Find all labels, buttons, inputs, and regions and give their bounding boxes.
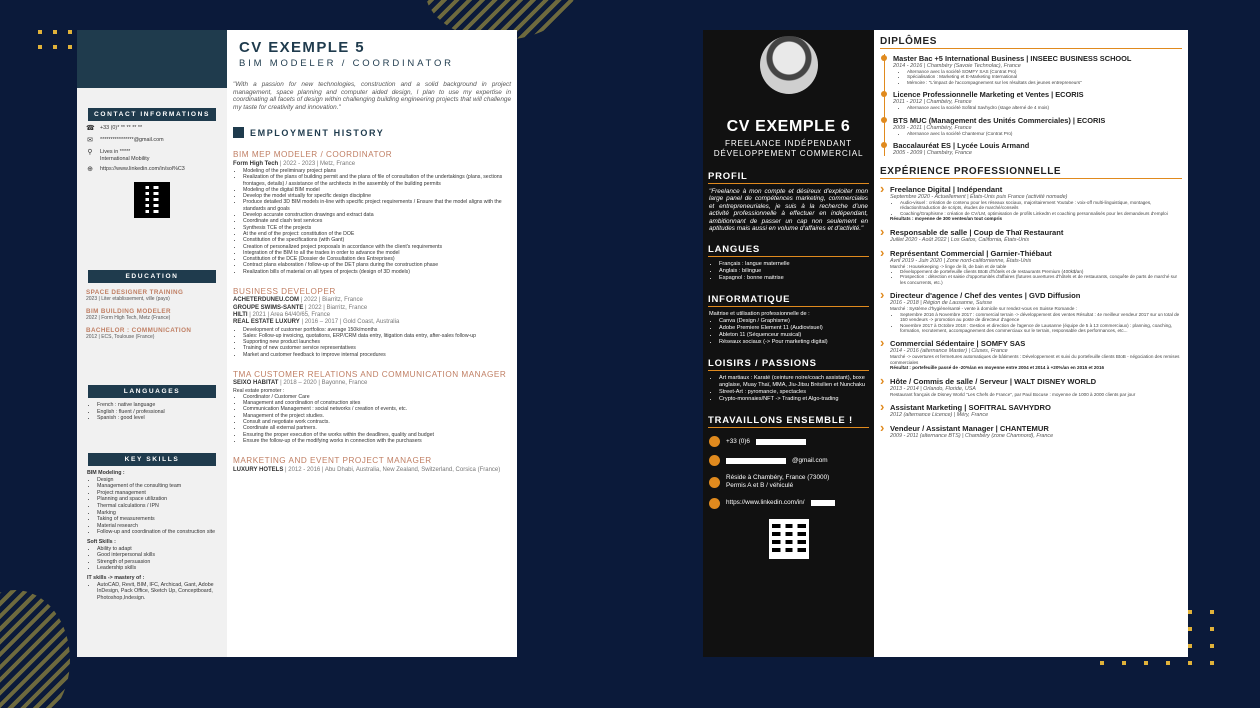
- languages-list: • Français : langue maternelle • Anglais : bilingue • Espagnol : bonne maitrise: [709, 261, 868, 282]
- contact-heading: CONTACT INFORMATIONS: [88, 108, 216, 121]
- education-item: BACHELOR : COMMUNICATION 2012 | ECS, Toulouse (France): [86, 327, 192, 340]
- experience-item: › Freelance Digital | Indépendant Septembre 2020 - Actuellement | États-Unis puis France (activité nomade) • Audio-visuel : création de contenu pour les réseaux sociaux, majoritairement Youtube : voix-off multi-linguistique, montages, rédaction/traduction de scripts, études de marché/conseils • Coaching/Graphisme : création de CV/LM, optimisation de profils LinkedIn et coaching personnalisés pour les demandeurs d'emploi Résultats : moyenne de 300 ventes/an tout compris: [880, 185, 1182, 222]
- cv6-role: FREELANCE INDÉPENDANT DÉVELOPPEMENT COMMERCIAL: [713, 139, 864, 158]
- cv5-header-block: [77, 30, 227, 88]
- cv-exemple-5: [77, 30, 517, 657]
- linkedin-row[interactable]: https://www.linkedin.com/in/: [709, 498, 868, 509]
- striped-circle-decoration-bottom: [0, 590, 70, 708]
- redacted-bar: [811, 500, 835, 506]
- phone-icon: [709, 436, 720, 447]
- experience-item: › Directeur d'agence / Chef des ventes | GVD Diffusion 2016 - 2018 | Région de Lausanne, Suisse Marché : Système d'hygiène/santé - vente à domicile sur rendez-vous en Suisse Romande : • Septembre 2016 à Novembre 2017 : commercial terrain -> développement des ventes Résultat : 4e meilleur vendeur 2017 sur un total de 150 vendeurs -> promotion au poste de directeur d'agence • Novembre 2017 à Octobre 2018 : Gestion et direction de l'agence de Lausanne (équipe de 5 à 13 commerciaux) : planning, coaching, formation, recrutement, accompagnement des commerciaux sur le terrain, responsable des performances, etc...: [880, 291, 1182, 333]
- mail-icon: ✉: [87, 137, 93, 144]
- hobbies-heading: LOISIRS / PASSIONS: [708, 358, 869, 371]
- cv5-sidebar: [77, 30, 227, 657]
- email-row: ✉ ****************@gmail.com: [87, 137, 164, 144]
- experience-item: › Assistant Marketing | SOFITRAL SAVHYDRO 2012 (alternance Licence) | Méry, France: [880, 403, 1182, 418]
- cv-exemple-6: [703, 30, 1188, 657]
- experience-item: › Commercial Sédentaire | SOMFY SAS 2014 - 2016 (alternance Master) | Cluses, France Marché -> ouvertures et fermetures automatiques de bâtiments : Développement et suivi du portefeuille clients BtoB - négociation des remises commerciales Résultat : portefeuille passé de -20%/an en moyenne entre 2004 et 2014 à +20%/an en 2015 et 2016: [880, 339, 1182, 370]
- job-entry: BIM MEP MODELER / COORDINATOR Form High Tech | 2022 - 2023 | Metz, France • Modeling of the preliminary project plans • Realization of the plans of building permit and the plans of file of consultation of the undertakings (plans, sections frontages, details) / assistance of the architects in the assembly of the building permits • Modeling of the digital BIM model • Develop the model virtually for specific design discipline • Produce detailed 3D BIM models in-line with specific project requirements / Ensure that the model aligns with the standards and goals • Develop accurate construction drawings and extract data • Coordinate and clash test services • Synthesis TCE of the projects • At the end of the project: constitution of the DOE • Constitution of the specifications (with Gant) • Creation of personalized project proposals in accordance with the client's requirements • Integration of the BIM to all the trades in order to advance the model • Constitution of the DCE (Dossier de Consultation des Entreprises) • Contract plans elaboration / follow-up of the DET plans during the construction phase • Realization bills of material on all types of projects (design of 3D models): [233, 152, 509, 275]
- redacted-bar: [756, 439, 806, 445]
- job-entry: BUSINESS DEVELOPER ACHETERDUNEU.COM | 2022 | Biarritz, France GROUPE SWIMS-SANTE | 2022 | Biarritz, France HILTI | 2021 | Area 64/40/65, France REAL ESTATE LUXURY | 2016 – 2017 | Gold Coast, Australia • Development of customer portfolios: average 150k/months • Sales: Follow-up invoicing, quotations, ERP/CRM data entry, litigation data entry, after-sales follow-up • Supporting new product launches • Training of new customer service representatives • Market and customer feedback to improve internal procedures: [233, 289, 509, 358]
- cv6-title: CV EXEMPLE 6: [726, 118, 851, 135]
- languages-heading: LANGUAGES: [88, 385, 216, 398]
- diploma-item: Master Bac +5 International Business | INSEEC BUSINESS SCHOOL 2014 - 2016 | Chambéry (Savoie Technolac), France • Alternance avec la société SOMFY SAS (Contrat Pro) • Spécialisation : Marketing et E-Marketing International • Mémoire : "L'impact de l'accompagnement sur les résultats des jeunes entrepreneurs": [893, 54, 1182, 85]
- profile-photo: [760, 36, 818, 94]
- experience-item: › Hôte / Commis de salle / Serveur | WALT DISNEY WORLD 2013 - 2014 | Orlando, Floride, USA Restaurant français de Disney World "Les Chefs de France", par Paul Bocuse : moyenne de 1000 à 2000 clients par jour: [880, 377, 1182, 397]
- linkedin-row[interactable]: ⊕ https://www.linkedin.com/in/sol%C3: [87, 166, 185, 174]
- diploma-item: Baccalauréat ES | Lycée Louis Armand 2005 - 2009 | Chambéry, France: [893, 141, 1182, 156]
- languages-heading: LANGUES: [708, 244, 869, 257]
- email-row: @gmail.com: [709, 455, 868, 466]
- diplomas-heading: DIPLÔMES: [880, 34, 1182, 49]
- experience-heading: EXPÉRIENCE PROFESSIONNELLE: [880, 164, 1182, 179]
- education-item: SPACE DESIGNER TRAINING 2023 | Liter etablissement, ville (pays): [86, 289, 184, 302]
- address-row: Réside à Chambéry, France (73000) Permis A et B / véhiculé: [709, 474, 868, 489]
- section-square-icon: [233, 127, 244, 138]
- job-entry: TMA CUSTOMER RELATIONS AND COMMUNICATION MANAGER SEIXO HABITAT | 2018 – 2020 | Bayonne, France Real estate promoter : • Coordinator / Customer Care • Management and coordination of construction sites • Communication Management : social networks / creation of events, etc. • Management of the project studies. • Consult and negotiate work contracts. • Coordinate all external partners. • Ensuring the proper execution of the works within the deadlines, quality and budget • Ensure the follow-up of the modifying works in connection with the purchasers: [233, 372, 509, 444]
- languages-list: • French : native language • English : fluent / professional • Spanish : good level: [87, 402, 217, 422]
- skills-list: BIM Modeling : • Design • Management of the consulting team • Project management • Planning and space utilization • Thermal calculations / IPN • Marking • Taking of measurements • Material research • Follow-up and coordination of the construction site Soft Skills : • Ability to adapt • Good interpersonal skills • Strength of persuasion • Leadership skills IT skills -> mastery of : • AutoCAD, Revit, BIM, IFC, Archicad, Gant, Adobe InDesign, Pack Office, Sketch Up, Conceptboard, Photoshop,Indesign.: [87, 470, 217, 601]
- profile-heading: PROFIL: [708, 171, 869, 184]
- diploma-item: Licence Professionnelle Marketing et Ventes | ECORIS 2011 - 2012 | Chambéry, France • Alternance avec la société Sofitral Savhydro (stage alterné de 4 mois): [893, 90, 1182, 110]
- education-item: BIM BUILDING MODELER 2022 | Form High Tech, Metz (France): [86, 308, 171, 321]
- it-list: Maitrise et utilisation professionnelle de : • Canva (Design / Graphisme) • Adobe Premiere Element 11 (Audiovisuel) • Ableton 11 (Séquenceur musical) • Réseaux sociaux (-> Pour marketing digital): [709, 311, 868, 346]
- location-row: ⚲ Lives in ***** International Mobility: [87, 149, 150, 162]
- globe-icon: [709, 498, 720, 509]
- it-heading: INFORMATIQUE: [708, 294, 869, 307]
- cv5-title: CV EXEMPLE 5: [239, 39, 365, 56]
- contact-heading: TRAVAILLONS ENSEMBLE !: [708, 415, 869, 428]
- employment-heading: EMPLOYMENT HISTORY: [233, 127, 517, 138]
- key-skills-heading: KEY SKILLS: [88, 453, 216, 466]
- job-entry: MARKETING AND EVENT PROJECT MANAGER LUXURY HOTELS | 2012 - 2016 | Abu Dhabi, Australia, New Zealand, Switzerland, Corsica (France): [233, 456, 501, 473]
- phone-row: +33 (0)6: [709, 436, 868, 447]
- phone-row: ☎ +33 (0)* ** ** ** **: [86, 125, 143, 132]
- diplomas-timeline: [884, 54, 1182, 156]
- profile-text: "Freelance à mon compte et désireux d'exploiter mon large panel de compétences marketing, commerciales et entrepreneuriales, je suis à la recherche d'une activité professionnelle à effectuer en indépendant, ambitionnant de passer un cap non seulement en aptitudes mais aussi en volume d'affaires et d'activité.": [709, 188, 868, 233]
- globe-icon: ⊕: [87, 166, 93, 174]
- dot-grid-decoration-top: [38, 30, 72, 49]
- cv6-main: [874, 30, 1188, 657]
- phone-icon: ☎: [86, 125, 95, 132]
- hobbies-list: • Art martiaux : Karaté (ceinture noire/coach assistant), boxe anglaise, Muay Thaï, MMA, Jiu-Jitsu Brésilien et Nunchaku • Street-Art : pyromancie, spectacles • Crypto-monnaies/NFT -> Trading et Algo-trading: [709, 375, 868, 403]
- redacted-bar: [726, 458, 786, 464]
- experience-item: › Responsable de salle | Coup de Thaï Restaurant Juillet 2020 - Août 2022 | Los Gatos, California, États-Unis: [880, 228, 1182, 243]
- location-pin-icon: ⚲: [87, 149, 93, 156]
- cv5-summary: "With a passion for new technologies, construction and a solid background in project management, space planning and computer aided design, I plan to use my expertise in coordinating all facets of design within challenging building engineering projects that will challenge my taste for creativity and innovation.": [233, 81, 511, 111]
- cv5-subtitle: BIM MODELER / COORDINATOR: [239, 58, 454, 69]
- location-pin-icon: [709, 477, 720, 488]
- diploma-item: BTS MUC (Management des Unités Commerciales) | ECORIS 2009 - 2011 | Chambéry, France • Alternance avec la société Chantemur (Contrat Pro): [893, 116, 1182, 136]
- experience-item: › Vendeur / Assistant Manager | CHANTEMUR 2009 - 2011 (alternance BTS) | Chambéry (zone Chamnord), France: [880, 424, 1182, 439]
- cv6-sidebar: [703, 30, 874, 657]
- qr-code: [769, 519, 809, 559]
- cv5-main: [227, 30, 517, 657]
- experience-item: › Représentant Commercial | Garnier-Thiébaut Avril 2019 - Juin 2020 | Zone nord-californienne, États-Unis Marché : Housekeeping -> linge de lit, de bain et de table • Développement de portefeuille clients BtoB d'hôtels et de restaurants Premium (400k$/an) • Prospection : détection et saisie d'opportunités d'affaires (futures ouvertures d'hôtels et de restaurants, conquête de parts de marché sur les concurrents, etc.): [880, 249, 1182, 286]
- education-heading: EDUCATION: [88, 270, 216, 283]
- mail-icon: [709, 455, 720, 466]
- qr-code: [134, 182, 170, 218]
